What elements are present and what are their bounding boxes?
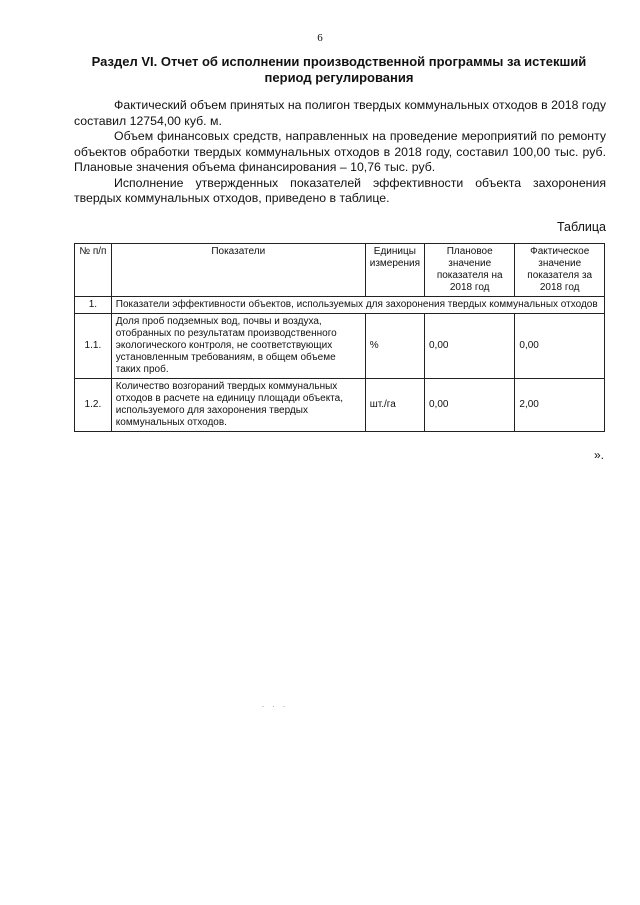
paragraph-execution: Исполнение утвержденных показателей эффективности объекта захоронения твердых коммунальных отходов, приведено в таблице.	[74, 175, 606, 205]
header-num: № п/п	[75, 244, 112, 297]
header-indicator: Показатели	[111, 244, 365, 297]
header-planned: Плановое значение показателя на 2018 год	[424, 244, 514, 297]
page-number: 6	[317, 32, 323, 44]
row-planned: 0,00	[424, 314, 514, 379]
row-num: 1.1.	[75, 314, 112, 379]
footer-dots: . . .	[262, 700, 289, 709]
row-num: 1.2.	[75, 379, 112, 432]
indicators-table	[74, 243, 605, 432]
table-caption: Таблица	[556, 220, 606, 234]
table-row	[75, 314, 605, 379]
row-actual: 2,00	[515, 379, 605, 432]
closing-quote-mark: ».	[593, 448, 604, 462]
row-planned: 0,00	[424, 379, 514, 432]
paragraph-financing: Объем финансовых средств, направленных на проведение мероприятий по ремонту объектов обработки твердых коммунальных отходов в 2018 году, составил 100,00 тыс. руб. Плановые значения объема финансирования – 10,76 тыс. руб.	[74, 129, 606, 174]
row-unit: шт./га	[365, 379, 424, 432]
body-text	[74, 98, 606, 207]
row-indicator: Доля проб подземных вод, почвы и воздуха, отобранных по результатам производственного экологического контроля, не соответствующих установленным требованиям, в общем объеме таких проб.	[111, 314, 365, 379]
header-unit: Единицы измерения	[365, 244, 424, 297]
table-group-row	[75, 297, 605, 314]
group-num: 1.	[75, 297, 112, 314]
table-header-row	[75, 244, 605, 297]
paragraph-volume: Фактический объем принятых на полигон твердых коммунальных отходов в 2018 году составил 12754,00 куб. м.	[74, 98, 606, 128]
row-actual: 0,00	[515, 314, 605, 379]
group-text: Показатели эффективности объектов, используемых для захоронения твердых коммунальных отходов	[111, 297, 604, 314]
table-row	[75, 379, 605, 432]
header-actual: Фактическое значение показателя за 2018 год	[515, 244, 605, 297]
row-unit: %	[365, 314, 424, 379]
row-indicator: Количество возгораний твердых коммунальных отходов в расчете на единицу площади объекта, используемого для захоронения твердых коммунальных отходов.	[111, 379, 365, 432]
section-title: Раздел VI. Отчет об исполнении производственной программы за истекший период регулирования	[91, 54, 587, 85]
